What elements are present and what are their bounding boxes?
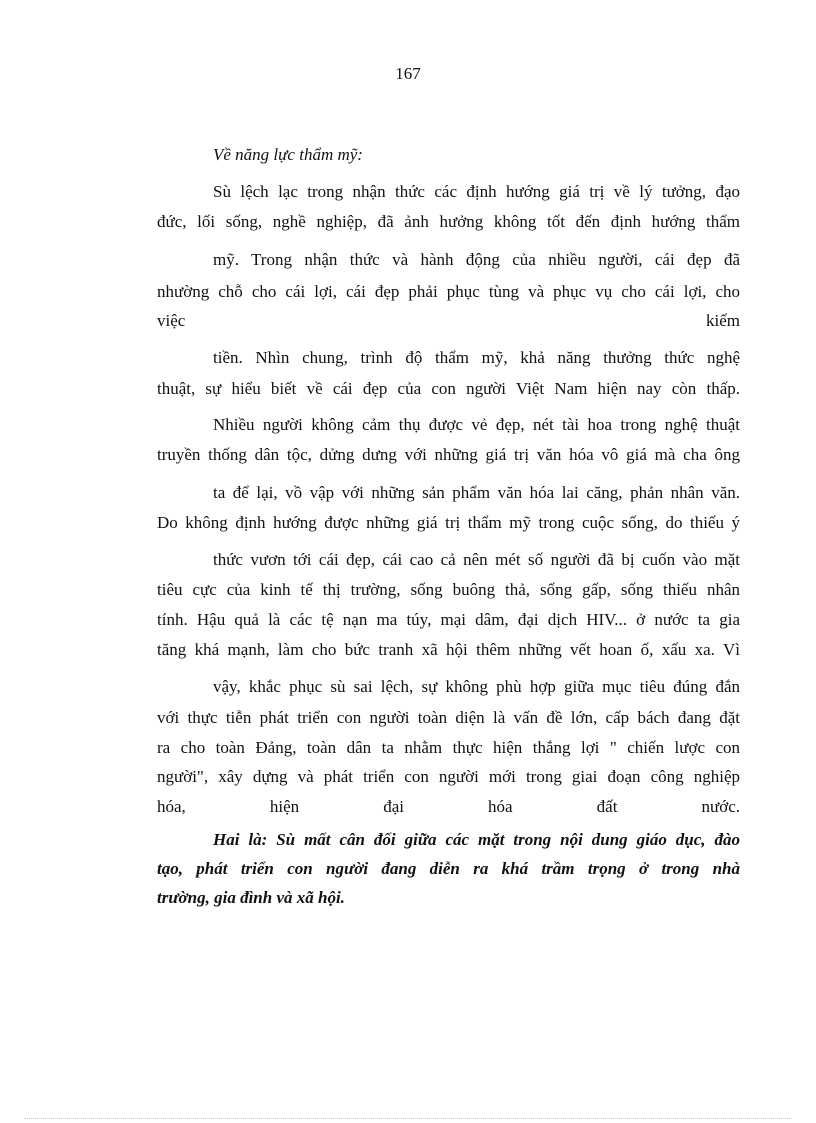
page-number: 167 (395, 64, 421, 83)
paragraph-line: đức, lối sống, nghề nghiệp, đã ảnh hưởng không tốt đến định hướng thẩm (157, 212, 740, 231)
paragraph-line: Sù lệch lạc trong nhận thức các định hướng giá trị về lý tưởng, đạo (213, 182, 740, 201)
paragraph-line: thức vươn tới cái đẹp, cái cao cả nên mét số người đã bị cuốn vào mặt (213, 550, 740, 569)
paragraph-line: với thực tiễn phát triển con người toàn diện là vấn đề lớn, cấp bách đang đặt (157, 708, 740, 727)
paragraph-line: ra cho toàn Đảng, toàn dân ta nhằm thực hiện thắng lợi " chiến lược con (157, 738, 740, 757)
subheading-line: trường, gia đình và xã hội. (157, 888, 345, 907)
subheading-line: tạo, phát triển con người đang diễn ra khá trầm trọng ở trong nhà (157, 859, 740, 878)
paragraph-line: tiền. Nhìn chung, trình độ thẩm mỹ, khả năng thưởng thức nghệ (213, 348, 740, 367)
paragraph-line: hóa, hiện đại hóa đất nước. (157, 797, 740, 816)
paragraph-line: thuật, sự hiểu biết về cái đẹp của con người Việt Nam hiện nay còn thấp. (157, 379, 740, 398)
paragraph-line: Do không định hướng được những giá trị thẩm mỹ trong cuộc sống, do thiếu ý (157, 513, 740, 532)
paragraph-line: ta để lại, vồ vập với những sản phẩm văn hóa lai căng, phản nhân văn. (213, 483, 740, 502)
section-heading: Về năng lực thẩm mỹ: (213, 145, 363, 164)
paragraph-line: việc kiếm (157, 311, 740, 330)
paragraph-line: nhường chỗ cho cái lợi, cái đẹp phải phục tùng và phục vụ cho cái lợi, cho (157, 282, 740, 301)
paragraph-line: mỹ. Trong nhận thức và hành động của nhiều người, cái đẹp đã (213, 250, 740, 269)
subheading-line: Hai là: Sù mất cân đối giữa các mặt trong nội dung giáo dục, đào (213, 830, 740, 849)
paragraph-line: tiêu cực của kinh tế thị trường, sống buông thả, sống gấp, sống thiếu nhân (157, 580, 740, 599)
page-bottom-divider (24, 1118, 792, 1119)
paragraph-line: truyền thống dân tộc, dửng dưng với những giá trị văn hóa vô giá mà cha ông (157, 445, 740, 464)
paragraph-line: Nhiều người không cảm thụ được vẻ đẹp, nét tài hoa trong nghệ thuật (213, 415, 740, 434)
paragraph-line: tăng khá mạnh, làm cho bức tranh xã hội thêm những vết hoan ố, xấu xa. Vì (157, 640, 740, 659)
paragraph-line: tính. Hậu quả là các tệ nạn ma túy, mại dâm, đại dịch HIV... ở nước ta gia (157, 610, 740, 629)
paragraph-line: vậy, khắc phục sù sai lệch, sự không phù hợp giữa mục tiêu đúng đắn (213, 677, 740, 696)
paragraph-line: người", xây dựng và phát triển con người mới trong giai đoạn công nghiệp (157, 767, 740, 786)
